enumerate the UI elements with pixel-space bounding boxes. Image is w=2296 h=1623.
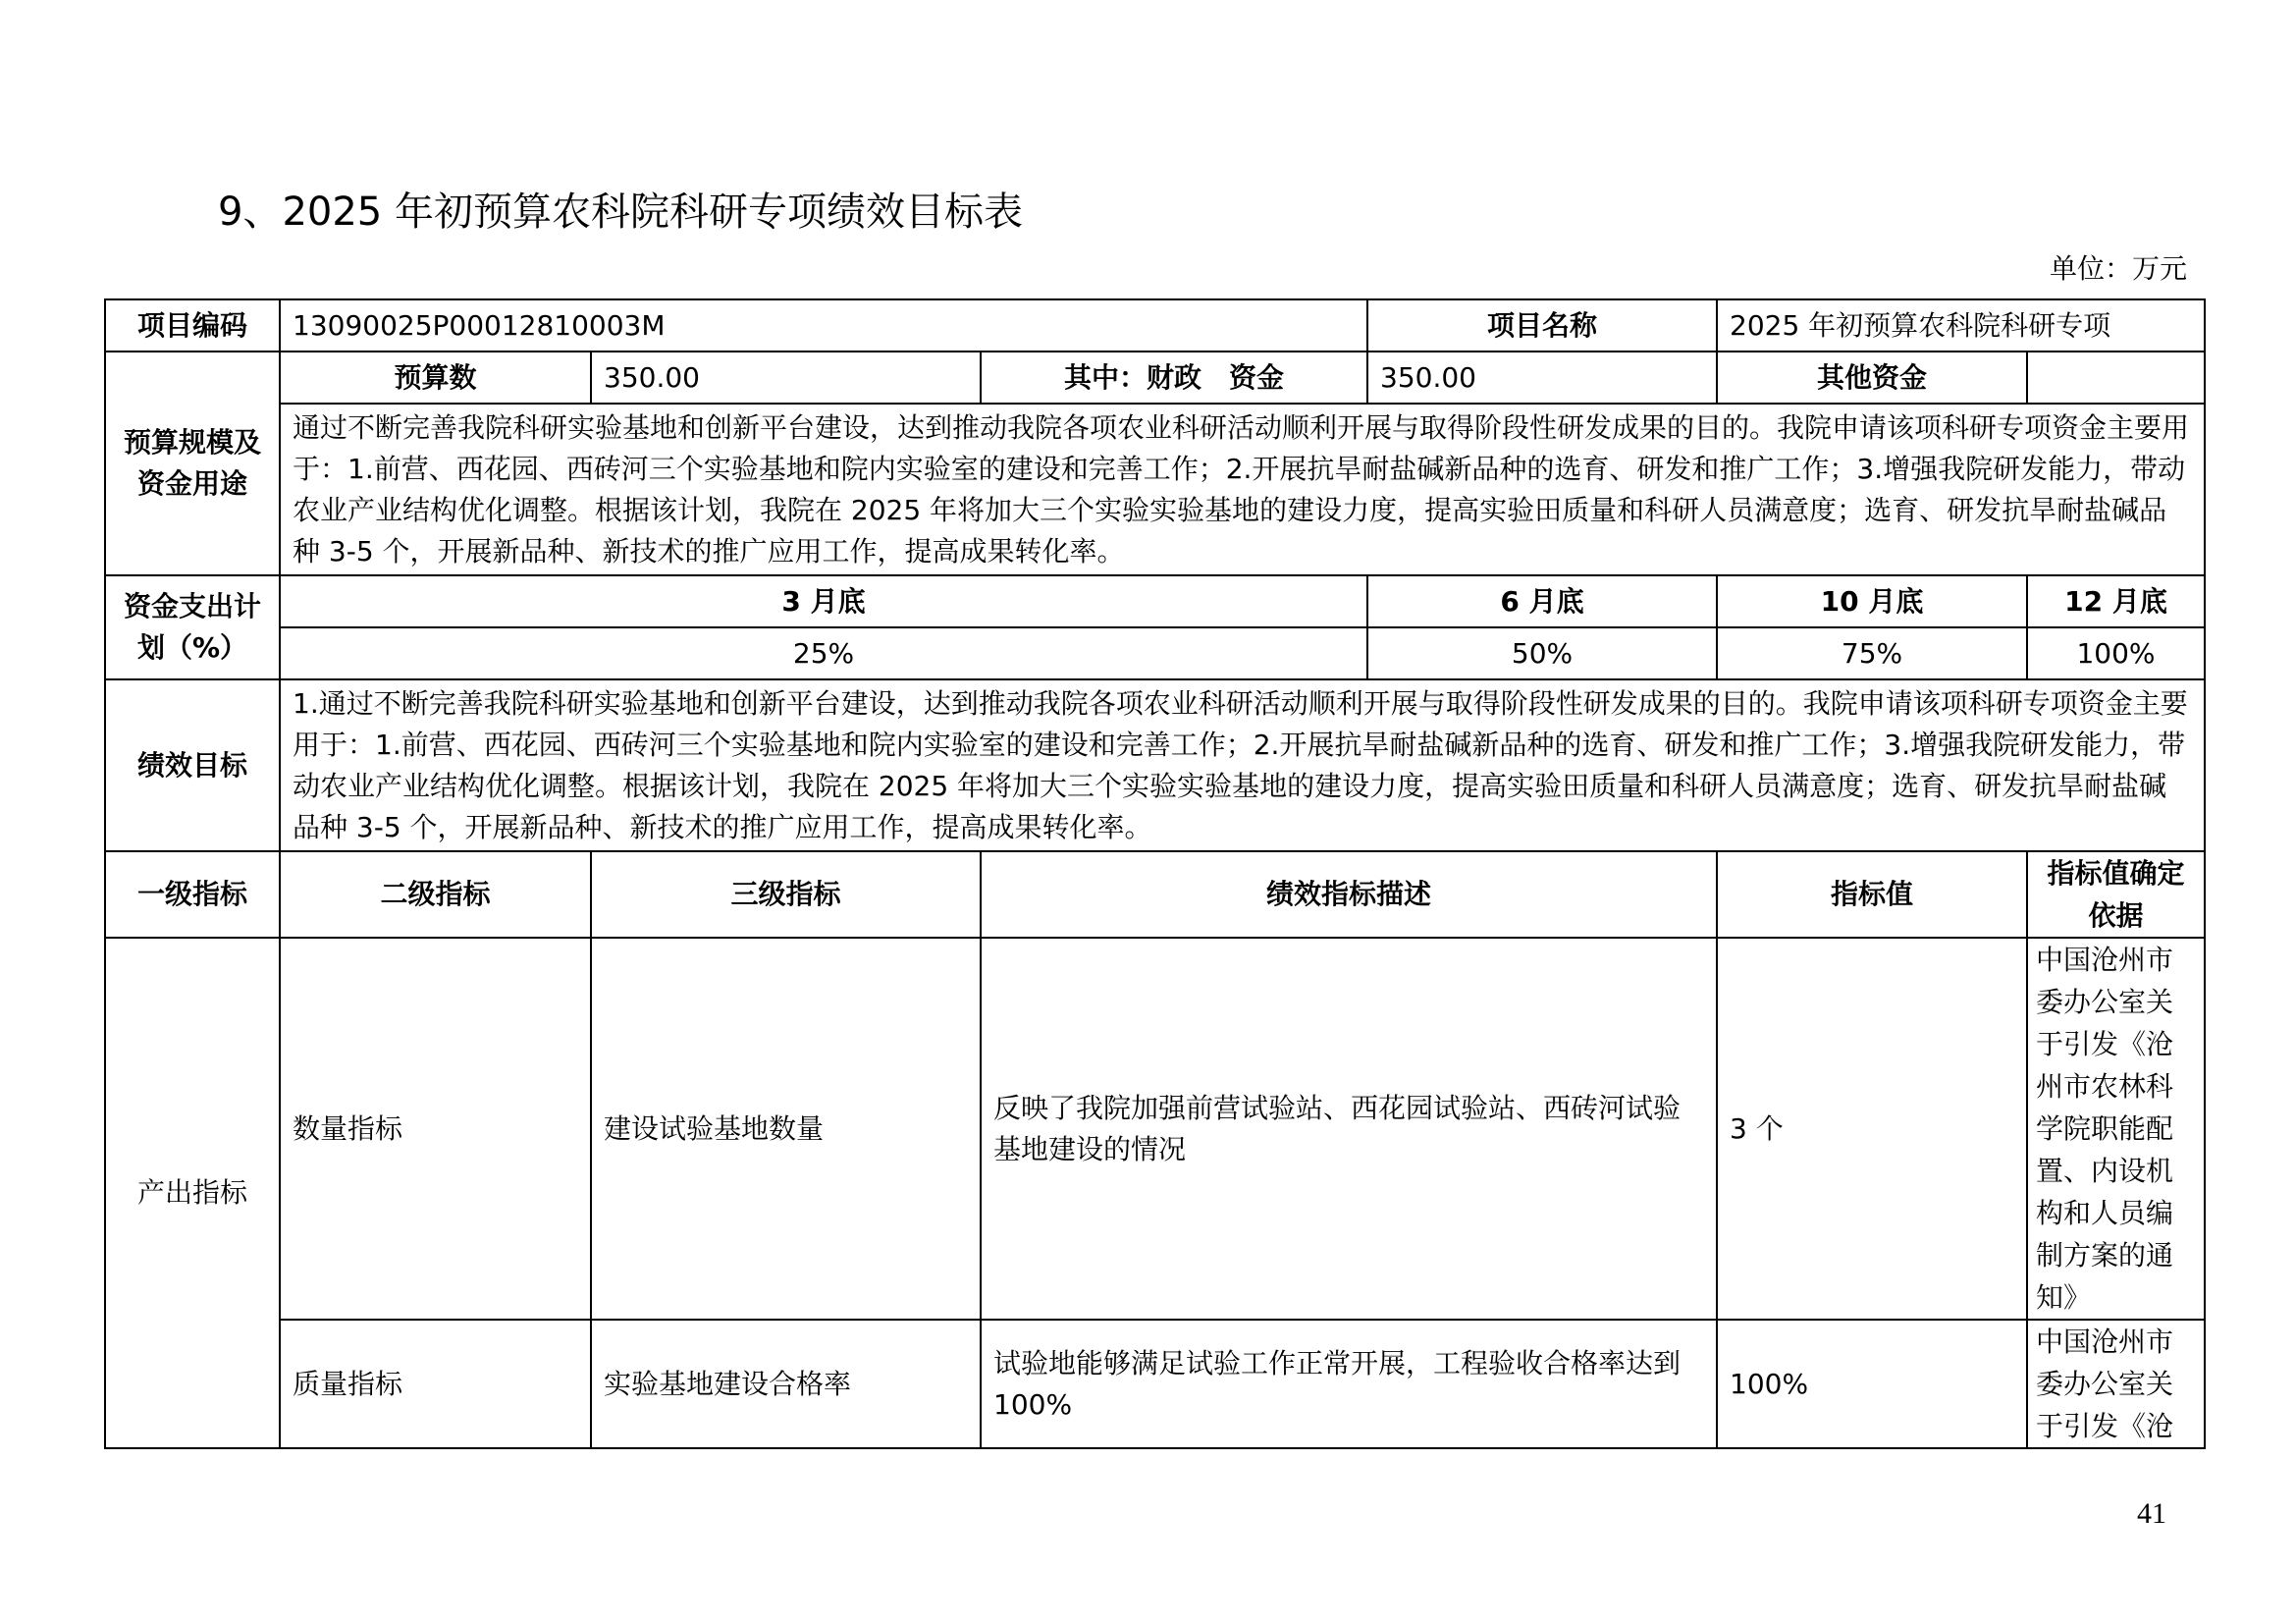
performance-target-table [104, 298, 2206, 1449]
level3-indicator: 建设试验基地数量 [591, 938, 981, 1320]
goal-label: 绩效目标 [105, 679, 280, 851]
indicator-value: 100% [1717, 1320, 2027, 1448]
plan-period: 6 月底 [1367, 575, 1717, 627]
plan-period-row [105, 575, 2205, 627]
other-fund-value [2027, 352, 2205, 404]
indicator-header: 指标值确定依据 [2027, 851, 2205, 938]
project-code-label: 项目编码 [105, 299, 280, 352]
indicator-header-row [105, 851, 2205, 938]
project-info-row [105, 299, 2205, 352]
indicator-header: 三级指标 [591, 851, 981, 938]
page-number: 41 [2137, 1497, 2166, 1530]
plan-value: 100% [2027, 627, 2205, 679]
plan-period: 10 月底 [1717, 575, 2027, 627]
goal-row [105, 679, 2205, 851]
indicator-header: 一级指标 [105, 851, 280, 938]
indicator-header: 绩效指标描述 [981, 851, 1717, 938]
plan-period: 12 月底 [2027, 575, 2205, 627]
project-name-label: 项目名称 [1367, 299, 1717, 352]
spending-plan-label: 资金支出计划（%） [105, 575, 280, 679]
indicator-description: 试验地能够满足试验工作正常开展，工程验收合格率达到 100% [981, 1320, 1717, 1448]
unit-label: 单位：万元 [2049, 252, 2187, 285]
indicator-row [105, 938, 2205, 1320]
level2-indicator: 质量指标 [280, 1320, 591, 1448]
level1-indicator: 产出指标 [105, 938, 280, 1448]
indicator-header: 二级指标 [280, 851, 591, 938]
plan-value: 25% [280, 627, 1367, 679]
level2-indicator: 数量指标 [280, 938, 591, 1320]
budget-usage-row [105, 404, 2205, 575]
budget-amount-value: 350.00 [591, 352, 981, 404]
indicator-description: 反映了我院加强前营试验站、西花园试验站、西砖河试验基地建设的情况 [981, 938, 1717, 1320]
fiscal-fund-label: 其中：财政 资金 [981, 352, 1367, 404]
goal-text: 1.通过不断完善我院科研实验基地和创新平台建设，达到推动我院各项农业科研活动顺利开展与取得阶段性研发成果的目的。我院申请该项科研专项资金主要用于：1.前营、西花园、西砖河三个实验基地和院内实验室的建设和完善工作；2.开展抗旱耐盐碱新品种的选育、研发和推广工作；3.增强我院研发能力，带动农业产业结构优化调整。根据该计划，我院在 2025 年将加大三个实验实验基地的建设力度，提高实验田质量和科研人员满意度；选育、研发抗旱耐盐碱品种 3-5 个，开展新品种、新技术的推广应用工作，提高成果转化率。 [280, 679, 2205, 851]
indicator-basis: 中国沧州市委办公室关于引发《沧 [2027, 1320, 2205, 1448]
budget-amount-label: 预算数 [280, 352, 591, 404]
plan-value: 50% [1367, 627, 1717, 679]
indicator-basis: 中国沧州市委办公室关于引发《沧州市农林科学院职能配置、内设机构和人员编制方案的通知》 [2027, 938, 2205, 1320]
indicator-row [105, 1320, 2205, 1448]
level3-indicator: 实验基地建设合格率 [591, 1320, 981, 1448]
project-code-value: 13090025P00012810003M [280, 299, 1367, 352]
other-fund-label: 其他资金 [1717, 352, 2027, 404]
fiscal-fund-value: 350.00 [1367, 352, 1717, 404]
budget-usage-text: 通过不断完善我院科研实验基地和创新平台建设，达到推动我院各项农业科研活动顺利开展与取得阶段性研发成果的目的。我院申请该项科研专项资金主要用于：1.前营、西花园、西砖河三个实验基地和院内实验室的建设和完善工作；2.开展抗旱耐盐碱新品种的选育、研发和推广工作；3.增强我院研发能力，带动农业产业结构优化调整。根据该计划，我院在 2025 年将加大三个实验实验基地的建设力度，提高实验田质量和科研人员满意度；选育、研发抗旱耐盐碱品种 3-5 个，开展新品种、新技术的推广应用工作，提高成果转化率。 [280, 404, 2205, 575]
indicator-header: 指标值 [1717, 851, 2027, 938]
budget-section-label: 预算规模及资金用途 [105, 352, 280, 575]
page-title: 9、2025 年初预算农科院科研专项绩效目标表 [218, 189, 1023, 235]
plan-value-row [105, 627, 2205, 679]
budget-amount-row [105, 352, 2205, 404]
plan-period: 3 月底 [280, 575, 1367, 627]
plan-value: 75% [1717, 627, 2027, 679]
project-name-value: 2025 年初预算农科院科研专项 [1717, 299, 2205, 352]
indicator-value: 3 个 [1717, 938, 2027, 1320]
